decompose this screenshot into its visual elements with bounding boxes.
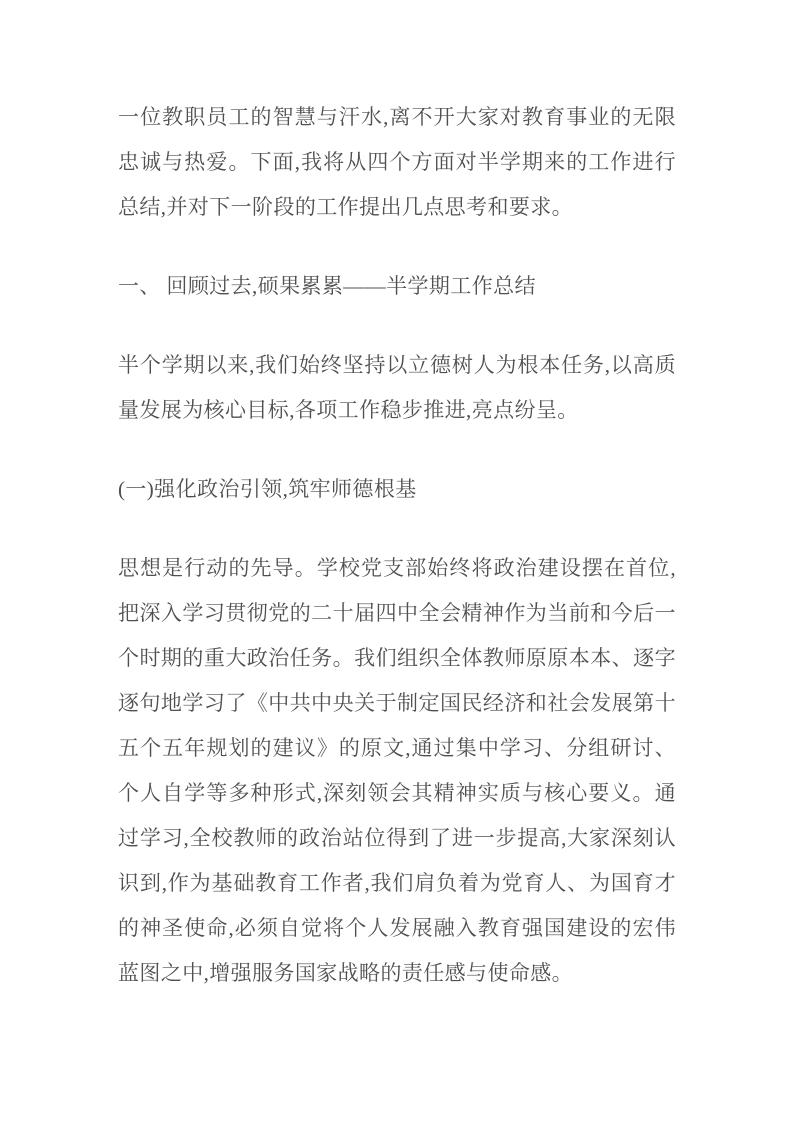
subsection-1-body-paragraph: 思想是行动的先导。学校党支部始终将政治建设摆在首位,把深入学习贯彻党的二十届四中全会精神作为当前和今后一个时期的重大政治任务。我们组织全体教师原原本本、逐字逐句地学习了《中共中央关于制定国民经济和社会发展第十五个五年规划的建议》的原文,通过集中学习、分组研讨、个人自学等多种形式,深刻领会其精神实质与核心要义。通过学习,全校教师的政治站位得到了进一步提高,大家深刻认识到,作为基础教育工作者,我们肩负着为党育人、为国育才的神圣使命,必须自觉将个人发展融入教育强国建设的宏伟蓝图之中,增强服务国家战略的责任感与使命感。 (118, 556, 676, 985)
subsection-1-heading: (一)强化政治引领,筑牢师德根基 (118, 477, 417, 501)
intro-paragraph: 一位教职员工的智慧与汗水,离不开大家对教育事业的无限忠诚与热爱。下面,我将从四个方面对半学期来的工作进行总结,并对下一阶段的工作提出几点思考和要求。 (118, 105, 676, 219)
section-1-heading: 一、 回顾过去,硕果累累——半学期工作总结 (118, 274, 536, 298)
section-1-intro-paragraph: 半个学期以来,我们始终坚持以立德树人为根本任务,以高质量发展为核心目标,各项工作稳步推进,亮点纷呈。 (118, 353, 676, 422)
